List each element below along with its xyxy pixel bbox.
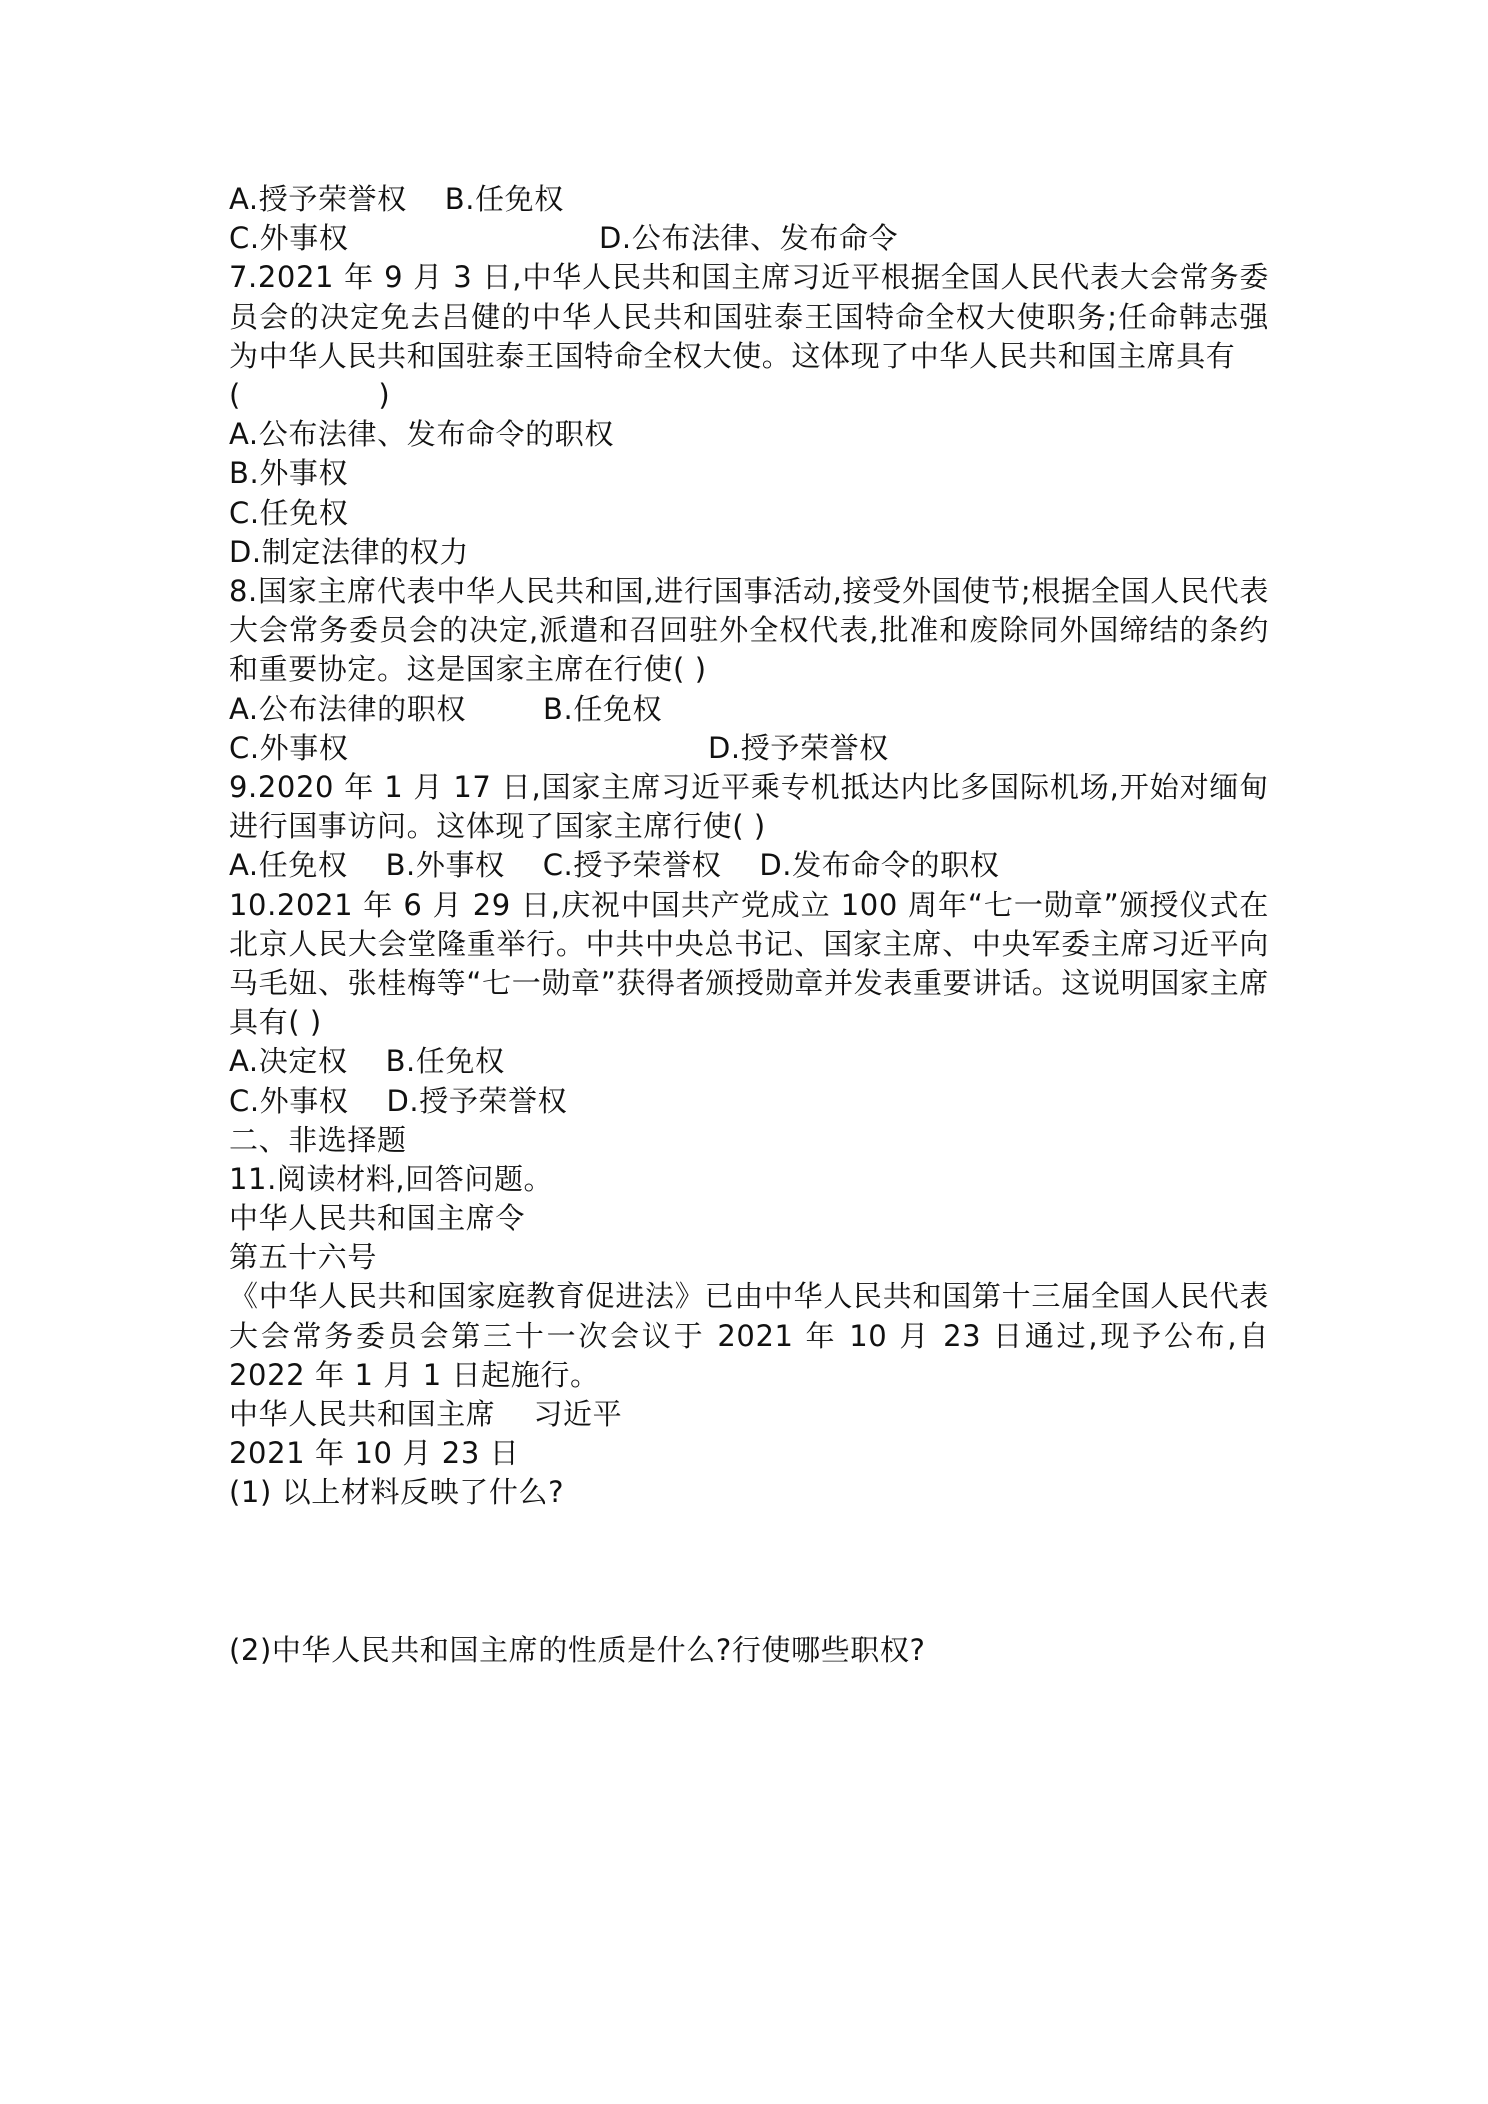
q11-sub2: (2)中华人民共和国主席的性质是什么?行使哪些职权? xyxy=(229,1632,926,1667)
q9-stem: 9.2020 年 1 月 17 日,国家主席习近平乘专机抵达内比多国际机场,开始对缅甸进行国事访问。这体现了国家主席行使( ) xyxy=(229,769,1269,844)
q6-option-b: B.任免权 xyxy=(444,182,564,216)
q10-option-a: A.决定权 xyxy=(229,1044,348,1079)
q6-option-d: D.公布法律、发布命令 xyxy=(599,221,899,256)
q10-options-row2 xyxy=(229,1082,1269,1121)
document-page xyxy=(229,180,1269,1670)
q8-option-d: D.授予荣誉权 xyxy=(708,730,889,765)
q7-option-c: C.任免权 xyxy=(229,495,349,530)
q11-sub1: (1) 以上材料反映了什么? xyxy=(229,1475,565,1510)
decree-signature xyxy=(229,1395,1269,1434)
q7-option-d: D.制定法律的权力 xyxy=(229,534,469,569)
q8-options-row1 xyxy=(229,690,1269,729)
q9-option-d: D.发布命令的职权 xyxy=(759,848,1000,883)
q11-intro: 11.阅读材料,回答问题。 xyxy=(229,1161,554,1196)
q6-options-row2 xyxy=(229,219,1269,258)
decree-number: 第五十六号 xyxy=(229,1240,378,1275)
signature-title: 中华人民共和国主席 xyxy=(229,1397,496,1432)
q10-option-b: B.任免权 xyxy=(385,1044,505,1079)
decree-date: 2021 年 10 月 23 日 xyxy=(229,1436,520,1471)
q9-option-c: C.授予荣誉权 xyxy=(542,848,722,883)
q8-stem: 8.国家主席代表中华人民共和国,进行国事活动,接受外国使节;根据全国人民代表大会常务委员会的决定,派遣和召回驻外全权代表,批准和废除同外国缔结的条约和重要协定。这是国家主席在行使( ) xyxy=(229,573,1269,687)
q10-option-d: D.授予荣誉权 xyxy=(386,1083,568,1118)
signature-name: 习近平 xyxy=(533,1397,623,1432)
q6-options-row1 xyxy=(229,180,1269,219)
q10-options-row1 xyxy=(229,1042,1269,1081)
q7-stem: 7.2021 年 9 月 3 日,中华人民共和国主席习近平根据全国人民代表大会常务委员会的决定免去吕健的中华人民共和国驻泰王国特命全权大使职务;任命韩志强为中华人民共和国驻泰王国特命全权大使。这体现了中华人民共和国主席具有 xyxy=(229,260,1269,373)
q9-option-a: A.任免权 xyxy=(229,848,348,883)
q8-option-a: A.公布法律的职权 xyxy=(229,691,466,726)
q10-stem: 10.2021 年 6 月 29 日,庆祝中国共产党成立 100 周年“七一勋章”颁授仪式在北京人民大会堂隆重举行。中共中央总书记、国家主席、中央军委主席习近平向马毛妞、张桂梅等“七一勋章”获得者颁授勋章并发表重要讲话。这说明国家主席具有( ) xyxy=(229,887,1269,1040)
q8-option-b: B.任免权 xyxy=(543,691,663,726)
decree-body: 《中华人民共和国家庭教育促进法》已由中华人民共和国第十三届全国人民代表大会常务委员会第三十一次会议于 2021 年 10 月 23 日通过,现予公布,自 2022 年 1 月 1 日起施行。 xyxy=(229,1279,1269,1392)
q7-answer-blank: ( ) xyxy=(229,377,391,412)
decree-title: 中华人民共和国主席令 xyxy=(229,1201,526,1236)
section-heading: 二、非选择题 xyxy=(229,1122,407,1157)
q9-option-b: B.外事权 xyxy=(385,848,505,883)
q8-options-row2 xyxy=(229,729,1269,768)
q7-option-a: A.公布法律、发布命令的职权 xyxy=(229,417,614,452)
q6-option-a: A.授予荣誉权 xyxy=(229,182,407,216)
q10-option-c: C.外事权 xyxy=(229,1083,349,1118)
q8-option-c: C.外事权 xyxy=(229,730,349,765)
q6-option-c: C.外事权 xyxy=(229,221,349,256)
q9-options-row xyxy=(229,846,1269,885)
q7-option-b: B.外事权 xyxy=(229,456,349,491)
